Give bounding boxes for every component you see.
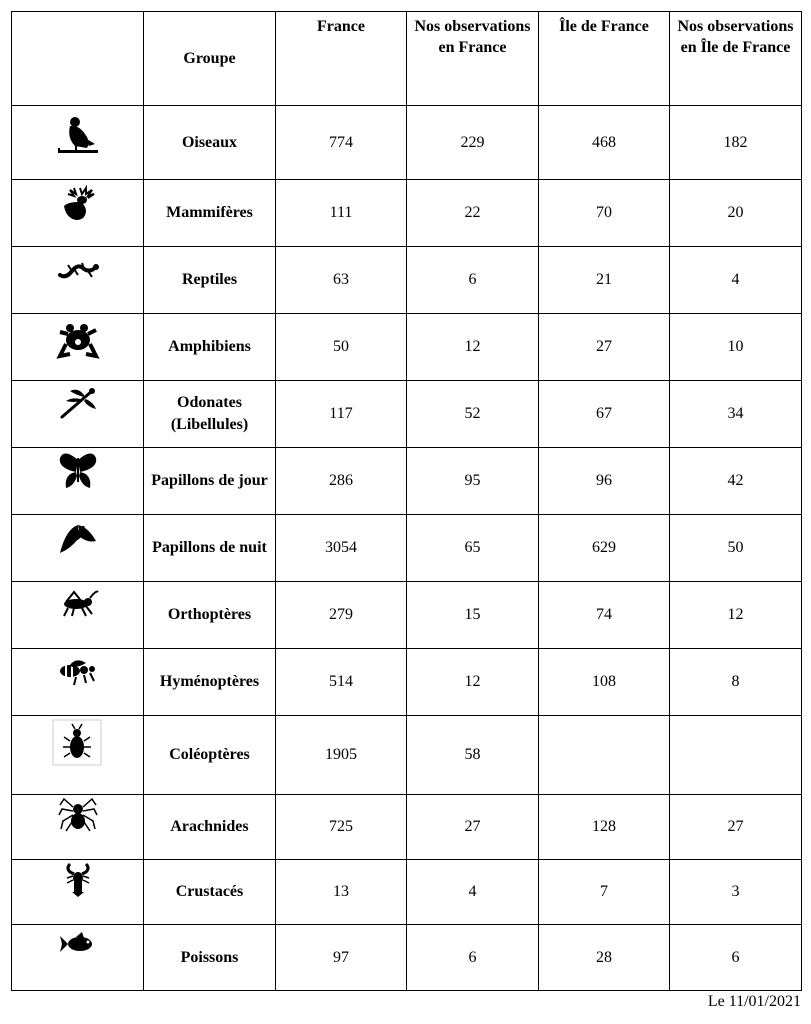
- header-ile-de-france: Île de France: [539, 12, 670, 106]
- row-france: 774: [276, 106, 407, 180]
- row-nos-france: 22: [407, 180, 539, 247]
- header-nos-observations-idf: Nos observations en Île de France: [670, 12, 802, 106]
- icon-cell: [12, 649, 144, 716]
- table-row: [12, 106, 802, 180]
- row-france: 725: [276, 795, 407, 860]
- row-idf: 7: [539, 860, 670, 925]
- row-idf: 96: [539, 448, 670, 515]
- row-name: Papillons de jour: [144, 448, 276, 515]
- icon-cell: [12, 448, 144, 515]
- row-nos-france: 12: [407, 314, 539, 381]
- row-nos-france: 27: [407, 795, 539, 860]
- row-name: Mammifères: [144, 180, 276, 247]
- row-nos-france: 15: [407, 582, 539, 649]
- icon-cell: [12, 795, 144, 860]
- bird-icon: [53, 112, 103, 162]
- row-nos-idf: 3: [670, 860, 802, 925]
- row-nos-idf: 182: [670, 106, 802, 180]
- row-nos-idf: 10: [670, 314, 802, 381]
- row-nos-idf: 42: [670, 448, 802, 515]
- table-row: [12, 649, 802, 716]
- icon-cell: [12, 106, 144, 180]
- fish-icon: [58, 931, 98, 957]
- row-nos-idf: 6: [670, 925, 802, 991]
- row-idf: 70: [539, 180, 670, 247]
- row-idf: 629: [539, 515, 670, 582]
- beetle-icon: [52, 719, 104, 767]
- row-name: Amphibiens: [144, 314, 276, 381]
- row-nos-idf: 4: [670, 247, 802, 314]
- row-idf: 67: [539, 381, 670, 448]
- row-france: 63: [276, 247, 407, 314]
- row-name: Reptiles: [144, 247, 276, 314]
- row-idf: 28: [539, 925, 670, 991]
- species-table: [11, 11, 802, 991]
- row-france: 286: [276, 448, 407, 515]
- table-row: [12, 381, 802, 448]
- row-nos-idf: 27: [670, 795, 802, 860]
- icon-cell: [12, 515, 144, 582]
- table-row: [12, 515, 802, 582]
- dragonfly-icon: [56, 385, 100, 421]
- row-nos-france: 6: [407, 247, 539, 314]
- table-row: [12, 247, 802, 314]
- row-nos-idf: [670, 716, 802, 795]
- crayfish-icon: [62, 862, 94, 898]
- butterfly-icon: [56, 450, 100, 494]
- header-groupe: Groupe: [144, 12, 276, 106]
- row-name: Crustacés: [144, 860, 276, 925]
- row-france: 514: [276, 649, 407, 716]
- table-row: [12, 582, 802, 649]
- row-france: 13: [276, 860, 407, 925]
- row-name: Arachnides: [144, 795, 276, 860]
- row-nos-idf: 34: [670, 381, 802, 448]
- table-row: [12, 925, 802, 991]
- row-france: 279: [276, 582, 407, 649]
- grasshopper-icon: [56, 588, 100, 620]
- row-name: Coléoptères: [144, 716, 276, 795]
- table-row: [12, 314, 802, 381]
- lizard-icon: [56, 255, 100, 285]
- row-france: 117: [276, 381, 407, 448]
- icon-cell: [12, 314, 144, 381]
- table-row: [12, 795, 802, 860]
- row-idf: 128: [539, 795, 670, 860]
- row-nos-france: 6: [407, 925, 539, 991]
- row-name: Oiseaux: [144, 106, 276, 180]
- icon-cell: [12, 716, 144, 795]
- icon-cell: [12, 925, 144, 991]
- row-name: Odonates (Libellules): [144, 381, 276, 448]
- icon-cell: [12, 381, 144, 448]
- row-nos-idf: 12: [670, 582, 802, 649]
- row-france: 111: [276, 180, 407, 247]
- table-row: [12, 860, 802, 925]
- row-nos-france: 229: [407, 106, 539, 180]
- row-idf: 21: [539, 247, 670, 314]
- table-row: [12, 716, 802, 795]
- header-nos-observations-france: Nos observations en France: [407, 12, 539, 106]
- frog-icon: [56, 318, 100, 362]
- row-idf: 108: [539, 649, 670, 716]
- row-nos-idf: 20: [670, 180, 802, 247]
- row-idf: 74: [539, 582, 670, 649]
- row-name: Hyménoptères: [144, 649, 276, 716]
- row-france: 1905: [276, 716, 407, 795]
- row-nos-france: 12: [407, 649, 539, 716]
- table-row: [12, 448, 802, 515]
- icon-cell: [12, 180, 144, 247]
- moth-icon: [56, 519, 100, 559]
- row-france: 50: [276, 314, 407, 381]
- icon-cell: [12, 860, 144, 925]
- table-row: [12, 180, 802, 247]
- row-idf: 27: [539, 314, 670, 381]
- spider-icon: [58, 797, 98, 835]
- row-nos-france: 52: [407, 381, 539, 448]
- footer-date: Le 11/01/2021: [707, 993, 801, 1010]
- row-idf: [539, 716, 670, 795]
- wasp-icon: [56, 655, 100, 687]
- row-nos-france: 65: [407, 515, 539, 582]
- row-nos-france: 58: [407, 716, 539, 795]
- row-name: Poissons: [144, 925, 276, 991]
- icon-cell: [12, 247, 144, 314]
- row-nos-france: 95: [407, 448, 539, 515]
- icon-cell: [12, 582, 144, 649]
- row-name: Papillons de nuit: [144, 515, 276, 582]
- header-row: [12, 12, 802, 106]
- deer-icon: [56, 184, 100, 224]
- row-france: 97: [276, 925, 407, 991]
- row-nos-idf: 8: [670, 649, 802, 716]
- row-nos-idf: 50: [670, 515, 802, 582]
- row-nos-france: 4: [407, 860, 539, 925]
- header-icon-cell: [12, 12, 144, 106]
- row-idf: 468: [539, 106, 670, 180]
- header-france: France: [276, 12, 407, 106]
- row-name: Orthoptères: [144, 582, 276, 649]
- row-france: 3054: [276, 515, 407, 582]
